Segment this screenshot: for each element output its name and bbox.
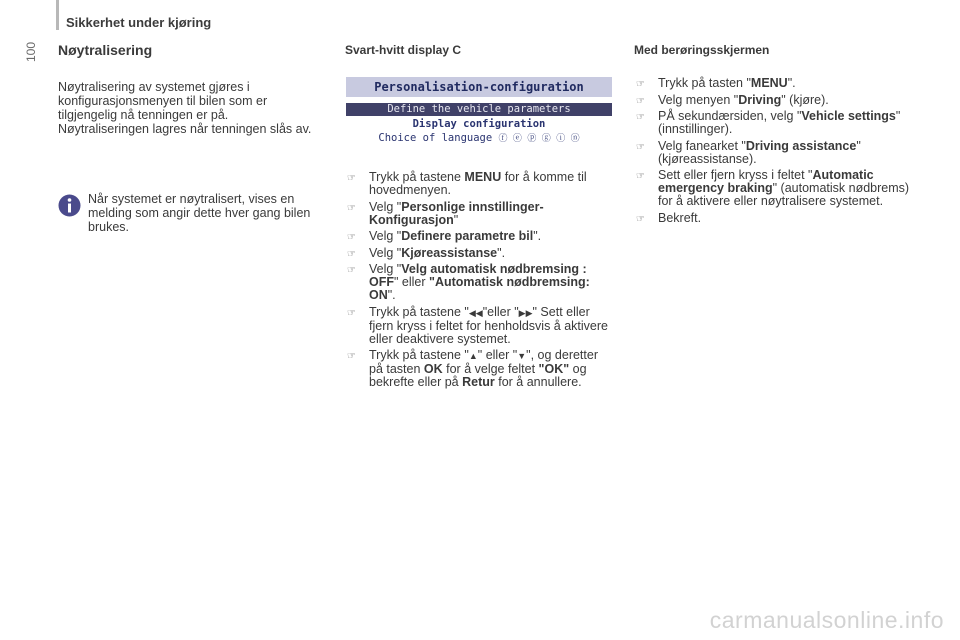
list-item: ☞ PÅ sekundærsiden, velg "Vehicle settings" (innstillinger). [636, 109, 901, 136]
arrow-bullet-icon: ☞ [636, 171, 645, 182]
arrow-bullet-icon: ☞ [347, 351, 356, 362]
page-heading: Nøytralisering [58, 42, 153, 58]
arrow-bullet-icon: ☞ [636, 213, 645, 225]
screen-line-1: Display configuration [412, 118, 546, 130]
arrow-bullet-icon: ☞ [347, 307, 356, 319]
list-item: ☞ Sett eller fjern kryss i feltet "Automatic emergency braking" (automatisk nødbrems) for å aktivere eller nøytralisere systemet. [636, 168, 910, 208]
arrow-bullet-icon: ☞ [347, 265, 356, 276]
list-item: ☞ Trykk på tastene MENU for å komme til hovedmenyen. [347, 170, 587, 197]
arrow-bullet-icon: ☞ [347, 232, 356, 243]
arrow-bullet-icon: ☞ [347, 173, 356, 184]
double-right-arrow-icon: ▶▶ [518, 307, 533, 318]
list-item: ☞ Velg "Definere parametre bil". [347, 229, 542, 243]
screen-line-2 [346, 131, 612, 144]
arrow-bullet-icon: ☞ [636, 79, 645, 90]
intro-paragraph-1: Nøytralisering av systemet gjøres i konfigurasjonsmenyen til bilen som er tilgjengelig nå tenningen er på. [58, 80, 268, 122]
list-item: ☞ Trykk på tasten "MENU". [636, 76, 796, 90]
list-item: ☞ Trykk på tastene "◀◀"eller "▶▶" Sett eller fjern kryss i feltet for henholdsvis å aktivere eller deaktivere systemet. [347, 304, 608, 346]
column-heading-touchscreen: Med berøringsskjermen [634, 43, 770, 57]
list-item: ☞ Bekreft. [636, 210, 702, 225]
screen-title: Personalisation-configuration [346, 77, 612, 97]
section-title: Sikkerhet under kjøring [66, 15, 212, 30]
display-screenshot [346, 77, 612, 145]
double-left-arrow-icon: ◀◀ [468, 307, 483, 318]
info-icon [58, 194, 81, 217]
list-item: ☞ Velg menyen "Driving" (kjøre). [636, 92, 829, 107]
section-bar [56, 0, 59, 30]
display-c-steps [345, 171, 615, 393]
down-arrow-icon: ▼ [517, 351, 527, 361]
list-item: ☞ Velg fanearket "Driving assistance"(kjøreassistanse). [636, 138, 861, 166]
list-item: ☞ Velg "Kjøreassistanse". [347, 245, 506, 260]
list-item: ☞ Velg "Velg automatisk nødbremsing : OFF" eller "Automatisk nødbremsing: ON". [347, 262, 590, 302]
info-note: Når systemet er nøytralisert, vises en melding som angir dette hver gang bilen brukes. [88, 192, 311, 234]
arrow-bullet-icon: ☞ [636, 95, 645, 107]
arrow-bullet-icon: ☞ [636, 112, 645, 123]
watermark: carmanualsonline.info [709, 607, 944, 633]
arrow-bullet-icon: ☞ [347, 202, 356, 214]
column-heading-display-c: Svart-hvitt display C [345, 43, 462, 57]
page-number: 100 [24, 41, 38, 62]
language-flags-icon: ⓕ ⓔ ⓟ ⓖ ⓘ ⓝ [498, 134, 580, 144]
arrow-bullet-icon: ☞ [347, 248, 356, 260]
list-item: ☞ Trykk på tastene "▲" eller "▼", og deretter på tasten OK for å velge feltet "OK" og bekrefte eller på Retur for å annullere. [347, 348, 598, 389]
intro-paragraph-2: Nøytraliseringen lagres når tenningen slås av. [58, 122, 312, 136]
screen-bar: Define the vehicle parameters [346, 103, 612, 116]
list-item: ☞ Velg "Personlige innstillinger-Konfigurasjon" [347, 199, 544, 227]
screen-line-2-text: Choice of language [378, 132, 493, 144]
up-arrow-icon: ▲ [468, 351, 478, 361]
arrow-bullet-icon: ☞ [636, 141, 645, 153]
touchscreen-steps [634, 77, 914, 228]
